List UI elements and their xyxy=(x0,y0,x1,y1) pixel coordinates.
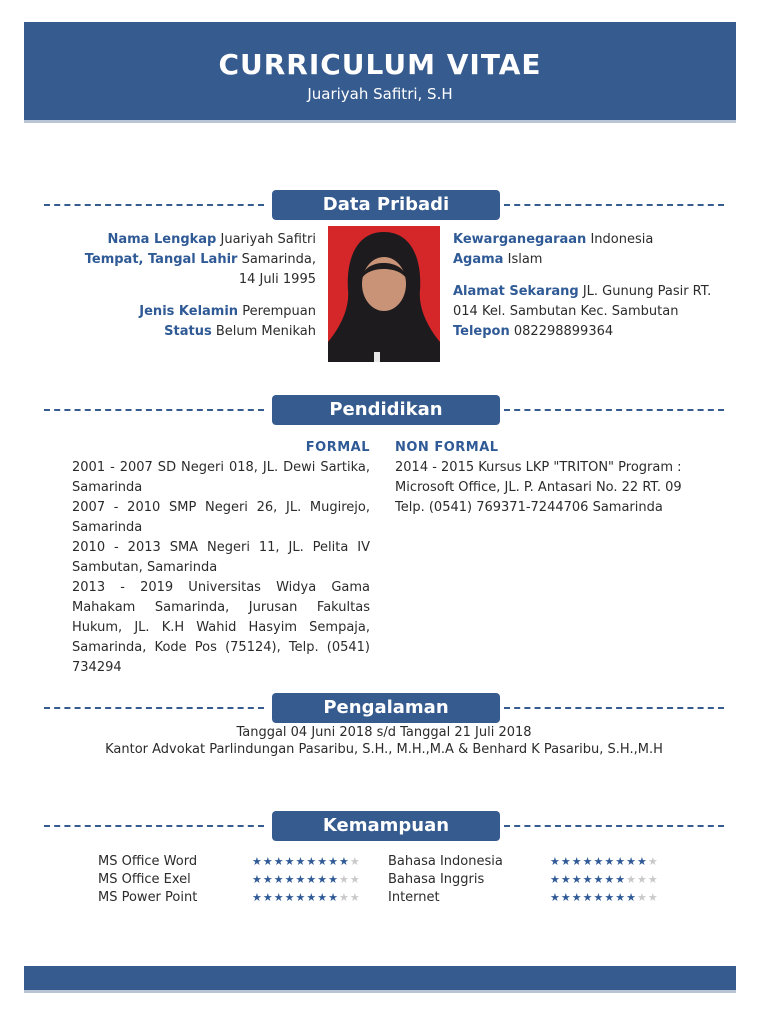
nationality-value: Indonesia xyxy=(590,232,654,247)
star-filled-icon: ★ xyxy=(571,873,583,886)
star-rating xyxy=(252,853,361,871)
header-banner xyxy=(24,22,736,123)
phone-value: 082298899364 xyxy=(513,324,614,339)
star-empty-icon: ★ xyxy=(339,891,350,904)
star-filled-icon: ★ xyxy=(560,873,572,886)
divider-left xyxy=(44,707,264,709)
nationality-label: Kewarganegaraan xyxy=(453,232,587,247)
status-label: Status xyxy=(164,324,212,339)
star-empty-icon: ★ xyxy=(626,873,637,886)
star-filled-icon: ★ xyxy=(306,855,318,868)
formal-entry: 2013 - 2019 Universitas Widya Gama Mahakam Samarinda, Jurusan Fakultas Hukum, JL. K.H Wahid Hasyim Sempaja, Samarinda, Kode Pos (75124), Telp. (0541) 734294 xyxy=(72,580,370,675)
cv-title: CURRICULUM VITAE xyxy=(218,48,542,81)
star-filled-icon: ★ xyxy=(295,891,307,904)
star-filled-icon: ★ xyxy=(252,873,263,886)
star-filled-icon: ★ xyxy=(626,855,637,868)
address-row xyxy=(453,282,713,322)
formal-entry: 2007 - 2010 SMP Negeri 26, JL. Mugirejo, Samarinda xyxy=(72,500,370,535)
personal-right-column xyxy=(453,230,713,342)
star-filled-icon: ★ xyxy=(593,855,605,868)
divider-right xyxy=(504,707,724,709)
star-filled-icon: ★ xyxy=(550,855,561,868)
nationality-row xyxy=(453,230,713,250)
star-filled-icon: ★ xyxy=(571,855,583,868)
star-filled-icon: ★ xyxy=(284,873,296,886)
gender-label: Jenis Kelamin xyxy=(139,304,239,319)
star-filled-icon: ★ xyxy=(615,873,627,886)
star-filled-icon: ★ xyxy=(582,891,594,904)
divider-right xyxy=(504,204,724,206)
religion-label: Agama xyxy=(453,252,504,267)
religion-row xyxy=(453,250,713,270)
star-filled-icon: ★ xyxy=(615,891,627,904)
language-skills xyxy=(388,853,503,907)
formal-title: FORMAL xyxy=(305,440,370,455)
skill-name: MS Office Word xyxy=(98,854,198,869)
star-filled-icon: ★ xyxy=(604,891,616,904)
star-filled-icon: ★ xyxy=(582,855,594,868)
star-filled-icon: ★ xyxy=(604,873,616,886)
birth-row xyxy=(70,250,316,290)
star-filled-icon: ★ xyxy=(306,873,318,886)
skill-name: Internet xyxy=(388,890,440,905)
birth-value: Samarinda, 14 Juli 1995 xyxy=(238,252,316,287)
birth-label: Tempat, Tangal Lahir xyxy=(84,252,238,267)
star-empty-icon: ★ xyxy=(647,873,659,886)
star-filled-icon: ★ xyxy=(262,855,274,868)
section-title-personal: Data Pribadi xyxy=(272,190,500,220)
star-filled-icon: ★ xyxy=(626,891,637,904)
section-header-experience xyxy=(44,693,724,723)
name-value: Juariyah Safitri xyxy=(220,232,316,247)
formal-entry: 2001 - 2007 SD Negeri 018, JL. Dewi Sartika, Samarinda xyxy=(72,460,370,495)
skill-name: MS Power Point xyxy=(98,890,198,905)
footer-banner xyxy=(24,966,736,993)
star-filled-icon: ★ xyxy=(550,891,561,904)
section-header-skills xyxy=(44,811,724,841)
divider-right xyxy=(504,409,724,411)
star-empty-icon: ★ xyxy=(637,891,648,904)
section-title-experience: Pengalaman xyxy=(272,693,500,723)
star-filled-icon: ★ xyxy=(328,855,339,868)
star-filled-icon: ★ xyxy=(317,891,329,904)
star-empty-icon: ★ xyxy=(349,855,361,868)
star-filled-icon: ★ xyxy=(262,873,274,886)
gender-value: Perempuan xyxy=(242,304,316,319)
star-rating xyxy=(550,889,659,907)
name-row xyxy=(70,230,316,250)
nonformal-title: NON FORMAL xyxy=(395,440,499,455)
phone-row xyxy=(453,322,713,342)
star-filled-icon: ★ xyxy=(560,855,572,868)
divider-left xyxy=(44,204,264,206)
star-filled-icon: ★ xyxy=(593,891,605,904)
star-filled-icon: ★ xyxy=(615,855,627,868)
gender-row xyxy=(70,302,316,322)
star-filled-icon: ★ xyxy=(560,891,572,904)
star-rating xyxy=(252,889,361,907)
star-filled-icon: ★ xyxy=(571,891,583,904)
star-filled-icon: ★ xyxy=(317,855,329,868)
star-empty-icon: ★ xyxy=(349,891,361,904)
skill-name: MS Office Exel xyxy=(98,872,191,887)
section-title-skills: Kemampuan xyxy=(272,811,500,841)
star-filled-icon: ★ xyxy=(295,855,307,868)
star-filled-icon: ★ xyxy=(582,873,594,886)
star-empty-icon: ★ xyxy=(647,891,659,904)
experience-place: Kantor Advokat Parlindungan Pasaribu, S.H., M.H.,M.A & Benhard K Pasaribu, S.H.,M.H xyxy=(105,742,663,757)
phone-label: Telepon xyxy=(453,324,510,339)
skill-name: Bahasa Indonesia xyxy=(388,854,503,869)
star-rating xyxy=(550,871,659,889)
star-filled-icon: ★ xyxy=(328,873,339,886)
star-filled-icon: ★ xyxy=(273,873,285,886)
star-empty-icon: ★ xyxy=(349,873,361,886)
star-filled-icon: ★ xyxy=(284,855,296,868)
address-label: Alamat Sekarang xyxy=(453,284,579,299)
address-value: JL. Gunung Pasir RT. 014 Kel. Sambutan Kec. Sambutan xyxy=(453,284,712,319)
star-filled-icon: ★ xyxy=(273,891,285,904)
star-filled-icon: ★ xyxy=(604,855,616,868)
star-filled-icon: ★ xyxy=(306,891,318,904)
star-empty-icon: ★ xyxy=(637,873,648,886)
nonformal-education xyxy=(395,438,695,518)
status-value: Belum Menikah xyxy=(215,324,316,339)
star-filled-icon: ★ xyxy=(550,873,561,886)
profile-photo xyxy=(328,226,440,362)
skill-name: Bahasa Inggris xyxy=(388,872,485,887)
star-filled-icon: ★ xyxy=(593,873,605,886)
star-filled-icon: ★ xyxy=(637,855,648,868)
cv-subtitle: Juariyah Safitri, S.H xyxy=(307,85,453,103)
star-filled-icon: ★ xyxy=(262,891,274,904)
star-rating xyxy=(252,871,361,889)
language-skill-ratings xyxy=(550,853,659,907)
personal-left-column xyxy=(70,230,316,342)
section-header-education xyxy=(44,395,724,425)
computer-skill-ratings xyxy=(252,853,361,907)
star-empty-icon: ★ xyxy=(647,855,659,868)
divider-left xyxy=(44,409,264,411)
name-label: Nama Lengkap xyxy=(107,232,217,247)
divider-left xyxy=(44,825,264,827)
star-filled-icon: ★ xyxy=(252,891,263,904)
person-portrait-icon xyxy=(328,226,440,362)
star-filled-icon: ★ xyxy=(252,855,263,868)
star-filled-icon: ★ xyxy=(328,891,339,904)
experience-date: Tanggal 04 Juni 2018 s/d Tanggal 21 Juli 2018 xyxy=(236,725,532,740)
formal-entry: 2010 - 2013 SMA Negeri 11, JL. Pelita IV Sambutan, Samarinda xyxy=(72,540,370,575)
star-filled-icon: ★ xyxy=(295,873,307,886)
star-empty-icon: ★ xyxy=(339,873,350,886)
star-filled-icon: ★ xyxy=(317,873,329,886)
section-header-personal xyxy=(44,190,724,220)
computer-skills xyxy=(98,853,197,907)
religion-value: Islam xyxy=(507,252,543,267)
star-filled-icon: ★ xyxy=(273,855,285,868)
star-rating xyxy=(550,853,659,871)
star-filled-icon: ★ xyxy=(284,891,296,904)
divider-right xyxy=(504,825,724,827)
section-title-education: Pendidikan xyxy=(272,395,500,425)
formal-education xyxy=(72,438,370,678)
star-filled-icon: ★ xyxy=(339,855,350,868)
nonformal-entry: 2014 - 2015 Kursus LKP "TRITON" Program : Microsoft Office, JL. P. Antasari No. 22 RT. 09 Telp. (0541) 769371-7244706 Samarinda xyxy=(395,460,682,515)
status-row xyxy=(70,322,316,342)
